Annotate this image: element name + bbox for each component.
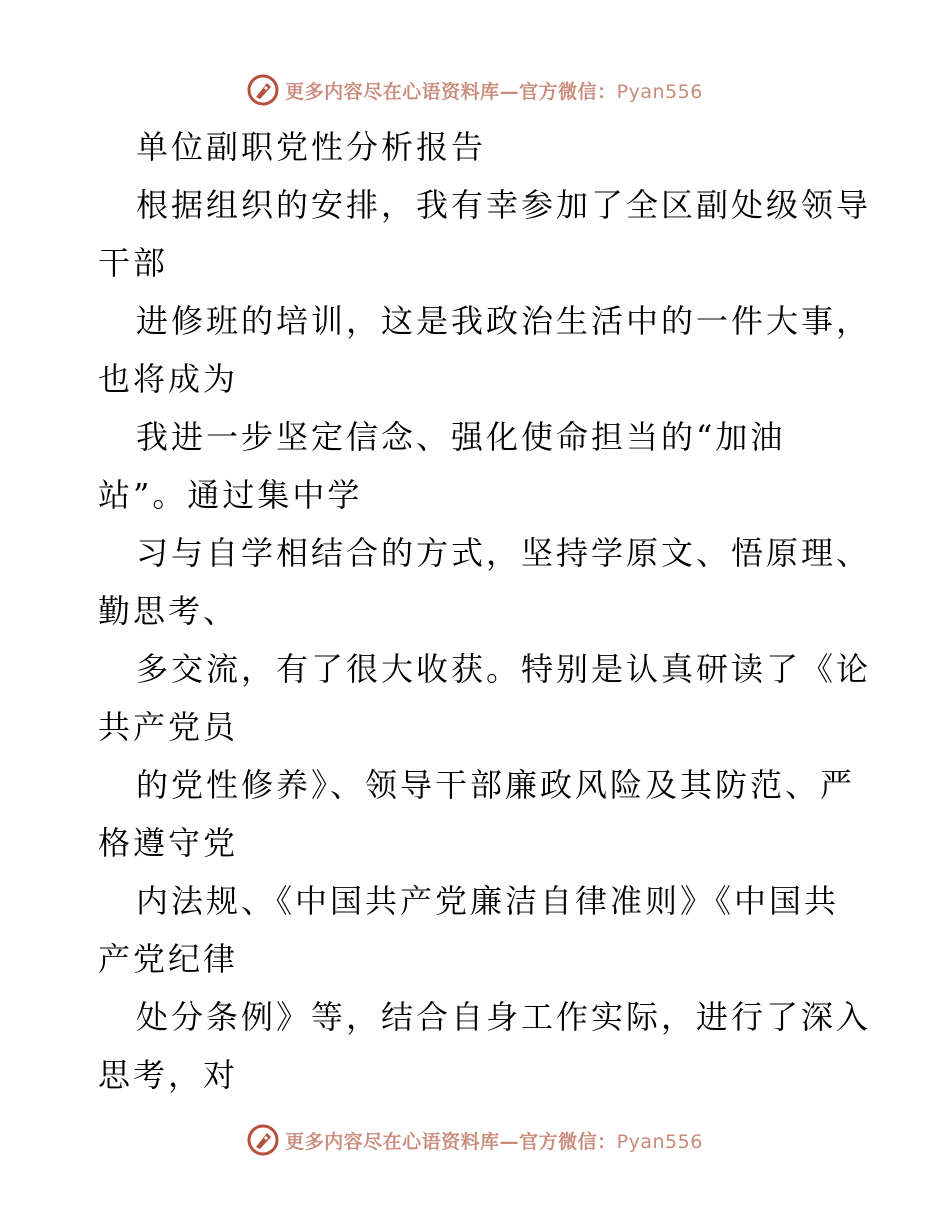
text-line: 产党纪律 (98, 940, 239, 978)
text-line: 格遵守党 (98, 824, 239, 862)
text-line: 习与自学相结合的方式，坚持学原文、悟原理、 (136, 534, 872, 572)
text-line: 站”。通过集中学 (98, 476, 363, 514)
document-title: 单位副职党性分析报告 (136, 128, 487, 166)
document-body (98, 118, 872, 1104)
text-line: 我进一步坚定信念、强化使命担当的“加油 (136, 418, 786, 456)
text-line: 共产党员 (98, 708, 239, 746)
text-line: 干部 (98, 244, 169, 282)
watermark-wechat-id: Pyan556 (616, 1130, 703, 1153)
text-line: 勤思考、 (98, 592, 239, 630)
watermark-wechat-id: Pyan556 (616, 80, 703, 103)
text-line: 思考，对 (98, 1056, 239, 1094)
watermark-text: 更多内容尽在心语资料库—官方微信：Pyan556 (285, 1130, 703, 1153)
text-line: 的党性修养》、领导干部廉政风险及其防范、严 (136, 766, 856, 804)
pen-nib-logo-icon (247, 74, 279, 106)
text-line: 进修班的培训，这是我政治生活中的一件大事， (136, 302, 872, 340)
text-line: 内法规、《中国共产党廉洁自律准则》《中国共 (136, 882, 840, 920)
header-watermark (0, 70, 950, 110)
watermark-text: 更多内容尽在心语资料库—官方微信：Pyan556 (285, 80, 703, 103)
text-line: 根据组织的安排，我有幸参加了全区副处级领导 (136, 186, 872, 224)
footer-watermark (0, 1120, 950, 1160)
text-line: 多交流，有了很大收获。特别是认真研读了《论 (136, 650, 872, 688)
text-line: 也将成为 (98, 360, 239, 398)
text-line: 处分条例》等，结合自身工作实际，进行了深入 (136, 998, 872, 1036)
pen-nib-logo-icon (247, 1124, 279, 1156)
